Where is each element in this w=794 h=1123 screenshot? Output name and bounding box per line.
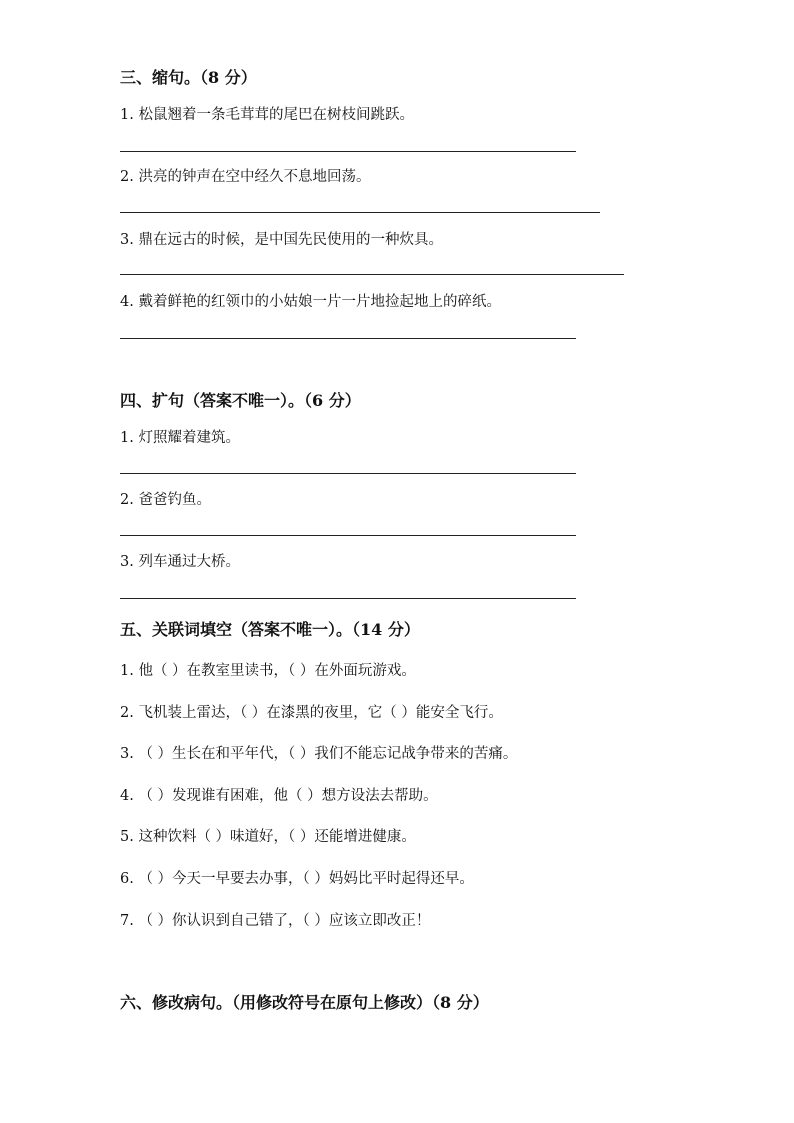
question-3-1: 1. 松鼠翘着一条毛茸茸的尾巴在树枝间跳跃。 bbox=[120, 107, 414, 123]
question-5-2: 2. 飞机装上雷达，（ ）在漆黑的夜里，它（ ）能安全飞行。 bbox=[120, 705, 503, 721]
answer-line-3-1[interactable] bbox=[120, 151, 576, 152]
question-3-2: 2. 洪亮的钟声在空中经久不息地回荡。 bbox=[120, 169, 371, 185]
section-6-title: 六、修改病句。（用修改符号在原句上修改）（8 分） bbox=[120, 993, 489, 1012]
answer-line-4-3[interactable] bbox=[120, 598, 576, 599]
question-3-3: 3. 鼎在远古的时候，是中国先民使用的一种炊具。 bbox=[120, 232, 443, 248]
question-5-4: 4. （ ）发现谁有困难，他（ ）想方设法去帮助。 bbox=[120, 788, 438, 804]
answer-line-4-1[interactable] bbox=[120, 473, 576, 474]
question-5-1: 1. 他（ ）在教室里读书，（ ）在外面玩游戏。 bbox=[120, 663, 416, 679]
question-5-5: 5. 这种饮料（ ）味道好，（ ）还能增进健康。 bbox=[120, 829, 416, 845]
answer-line-4-2[interactable] bbox=[120, 535, 576, 536]
section-5-title: 五、关联词填空（答案不唯一）。（14 分） bbox=[120, 620, 420, 639]
answer-line-3-3[interactable] bbox=[120, 274, 624, 275]
answer-line-3-2[interactable] bbox=[120, 212, 600, 213]
question-5-7: 7. （ ）你认识到自己错了，（ ）应该立即改正！ bbox=[120, 913, 431, 929]
question-4-2: 2. 爸爸钓鱼。 bbox=[120, 492, 211, 508]
question-5-3: 3. （ ）生长在和平年代，（ ）我们不能忘记战争带来的苦痛。 bbox=[120, 746, 518, 762]
question-3-4: 4. 戴着鲜艳的红领巾的小姑娘一片一片地捡起地上的碎纸。 bbox=[120, 294, 501, 310]
section-3-title: 三、缩句。（8 分） bbox=[120, 68, 257, 87]
question-5-6: 6. （ ）今天一早要去办事，（ ）妈妈比平时起得还早。 bbox=[120, 871, 474, 887]
question-4-1: 1. 灯照耀着建筑。 bbox=[120, 430, 240, 446]
section-4-title: 四、扩句（答案不唯一）。（6 分） bbox=[120, 391, 361, 410]
answer-line-3-4[interactable] bbox=[120, 338, 576, 339]
question-4-3: 3. 列车通过大桥。 bbox=[120, 554, 240, 570]
